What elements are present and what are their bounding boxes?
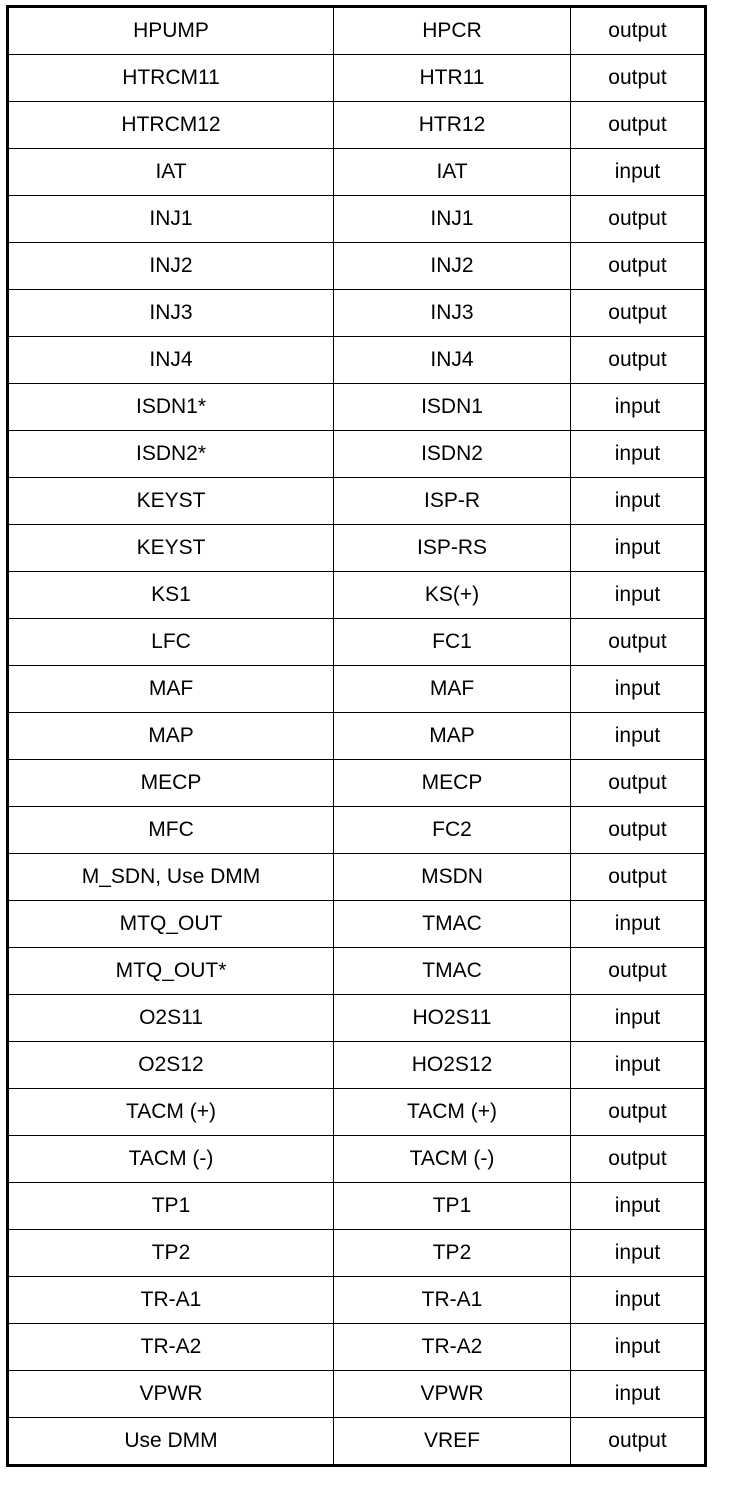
direction-cell: output — [571, 102, 706, 149]
pcm-pin-cell: HO2S11 — [334, 995, 571, 1042]
pcm-pin-cell: MAF — [334, 666, 571, 713]
direction-cell: input — [571, 1183, 706, 1230]
pcm-pin-cell: ISP-RS — [334, 525, 571, 572]
direction-cell: input — [571, 572, 706, 619]
table-row — [8, 1183, 706, 1230]
tester-signal-cell: M_SDN, Use DMM — [8, 854, 334, 901]
direction-cell: output — [571, 7, 706, 55]
table-row — [8, 431, 706, 478]
table-row — [8, 196, 706, 243]
pcm-pin-cell: TACM (+) — [334, 1089, 571, 1136]
pcm-pin-cell: INJ4 — [334, 337, 571, 384]
table-row — [8, 243, 706, 290]
tester-signal-cell: VPWR — [8, 1371, 334, 1418]
table-row — [8, 384, 706, 431]
direction-cell: output — [571, 619, 706, 666]
pcm-pin-cell: INJ2 — [334, 243, 571, 290]
direction-cell: input — [571, 1042, 706, 1089]
pcm-pin-cell: ISDN1 — [334, 384, 571, 431]
direction-cell: input — [571, 478, 706, 525]
tester-signal-cell: IAT — [8, 149, 334, 196]
table-row — [8, 807, 706, 854]
table-row — [8, 854, 706, 901]
direction-cell: input — [571, 384, 706, 431]
pcm-pin-cell: FC2 — [334, 807, 571, 854]
pcm-pin-cell: TMAC — [334, 901, 571, 948]
tester-signal-cell: MTQ_OUT* — [8, 948, 334, 995]
pcm-pin-cell: TMAC — [334, 948, 571, 995]
direction-cell: output — [571, 1136, 706, 1183]
signal-table — [6, 5, 707, 1467]
pcm-pin-cell: TP2 — [334, 1230, 571, 1277]
direction-cell: input — [571, 713, 706, 760]
pcm-pin-cell: MSDN — [334, 854, 571, 901]
direction-cell: output — [571, 1089, 706, 1136]
table-row — [8, 290, 706, 337]
table-row — [8, 478, 706, 525]
table-row — [8, 337, 706, 384]
tester-signal-cell: MTQ_OUT — [8, 901, 334, 948]
direction-cell: output — [571, 196, 706, 243]
table-row — [8, 1324, 706, 1371]
table-row — [8, 149, 706, 196]
tester-signal-cell: MAF — [8, 666, 334, 713]
tester-signal-cell: INJ3 — [8, 290, 334, 337]
table-row — [8, 713, 706, 760]
pcm-pin-cell: INJ1 — [334, 196, 571, 243]
direction-cell: output — [571, 290, 706, 337]
table-row — [8, 619, 706, 666]
direction-cell: input — [571, 525, 706, 572]
table-row — [8, 1277, 706, 1324]
table-row — [8, 666, 706, 713]
table-row — [8, 1230, 706, 1277]
tester-signal-cell: ISDN2* — [8, 431, 334, 478]
direction-cell: input — [571, 1371, 706, 1418]
table-row — [8, 1089, 706, 1136]
pcm-pin-cell: TACM (-) — [334, 1136, 571, 1183]
tester-signal-cell: TR-A1 — [8, 1277, 334, 1324]
direction-cell: output — [571, 948, 706, 995]
direction-cell: output — [571, 243, 706, 290]
direction-cell: input — [571, 901, 706, 948]
pcm-pin-cell: VPWR — [334, 1371, 571, 1418]
pcm-pin-cell: MAP — [334, 713, 571, 760]
table-row — [8, 102, 706, 149]
direction-cell: input — [571, 1277, 706, 1324]
direction-cell: input — [571, 666, 706, 713]
tester-signal-cell: TR-A2 — [8, 1324, 334, 1371]
tester-signal-cell: TACM (-) — [8, 1136, 334, 1183]
direction-cell: output — [571, 807, 706, 854]
tester-signal-cell: ISDN1* — [8, 384, 334, 431]
tester-signal-cell: MECP — [8, 760, 334, 807]
direction-cell: output — [571, 854, 706, 901]
table-row — [8, 1136, 706, 1183]
pcm-pin-cell: IAT — [334, 149, 571, 196]
pcm-pin-cell: HTR11 — [334, 55, 571, 102]
tester-signal-cell: HTRCM11 — [8, 55, 334, 102]
direction-cell: output — [571, 337, 706, 384]
pcm-pin-cell: TR-A2 — [334, 1324, 571, 1371]
table-row — [8, 948, 706, 995]
tester-signal-cell: INJ1 — [8, 196, 334, 243]
direction-cell: input — [571, 1230, 706, 1277]
tester-signal-cell: O2S11 — [8, 995, 334, 1042]
pcm-pin-cell: FC1 — [334, 619, 571, 666]
pcm-pin-cell: VREF — [334, 1418, 571, 1466]
tester-signal-cell: LFC — [8, 619, 334, 666]
table-row — [8, 55, 706, 102]
tester-signal-cell: KEYST — [8, 525, 334, 572]
table-row — [8, 901, 706, 948]
tester-signal-cell: O2S12 — [8, 1042, 334, 1089]
direction-cell: input — [571, 149, 706, 196]
table-row — [8, 995, 706, 1042]
tester-signal-cell: MFC — [8, 807, 334, 854]
table-row — [8, 1418, 706, 1466]
table-row — [8, 1042, 706, 1089]
tester-signal-cell: HTRCM12 — [8, 102, 334, 149]
tester-signal-cell: Use DMM — [8, 1418, 334, 1466]
tester-signal-cell: INJ2 — [8, 243, 334, 290]
pcm-pin-cell: HO2S12 — [334, 1042, 571, 1089]
tester-signal-cell: INJ4 — [8, 337, 334, 384]
pcm-pin-cell: TR-A1 — [334, 1277, 571, 1324]
direction-cell: output — [571, 55, 706, 102]
table-row — [8, 1371, 706, 1418]
tester-signal-cell: KEYST — [8, 478, 334, 525]
direction-cell: input — [571, 995, 706, 1042]
table-row — [8, 760, 706, 807]
pcm-pin-cell: TP1 — [334, 1183, 571, 1230]
table-row — [8, 525, 706, 572]
pcm-pin-cell: KS(+) — [334, 572, 571, 619]
direction-cell: input — [571, 1324, 706, 1371]
table-row — [8, 7, 706, 55]
pcm-pin-cell: ISP-R — [334, 478, 571, 525]
signal-table-body — [8, 7, 706, 1466]
pcm-pin-cell: INJ3 — [334, 290, 571, 337]
direction-cell: output — [571, 760, 706, 807]
tester-signal-cell: TACM (+) — [8, 1089, 334, 1136]
table-row — [8, 572, 706, 619]
pcm-pin-cell: HTR12 — [334, 102, 571, 149]
pcm-pin-cell: HPCR — [334, 7, 571, 55]
pcm-pin-cell: MECP — [334, 760, 571, 807]
tester-signal-cell: HPUMP — [8, 7, 334, 55]
tester-signal-cell: TP2 — [8, 1230, 334, 1277]
tester-signal-cell: MAP — [8, 713, 334, 760]
tester-signal-cell: TP1 — [8, 1183, 334, 1230]
tester-signal-cell: KS1 — [8, 572, 334, 619]
pcm-pin-cell: ISDN2 — [334, 431, 571, 478]
direction-cell: input — [571, 431, 706, 478]
direction-cell: output — [571, 1418, 706, 1466]
